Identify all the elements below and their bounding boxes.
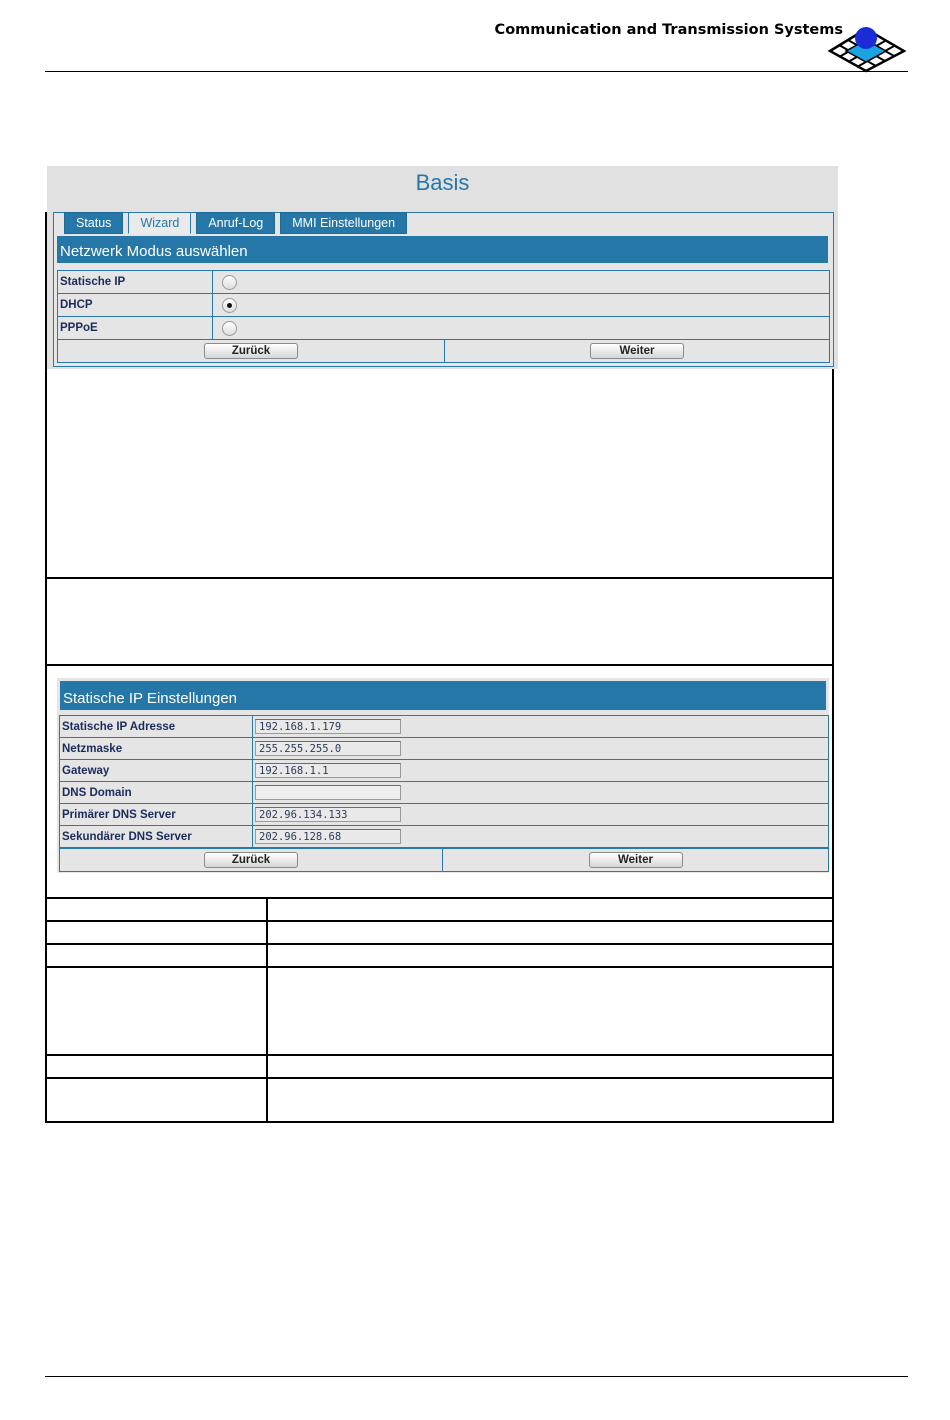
setting-label: Primärer DNS Server [60, 804, 253, 825]
setting-label: Sekundärer DNS Server [60, 826, 253, 847]
frame-divider [45, 897, 834, 899]
setting-row [59, 781, 829, 804]
next-button[interactable]: Weiter [590, 343, 684, 359]
section-header: Netzwerk Modus auswählen [57, 236, 828, 263]
frame-divider [45, 664, 834, 666]
company-logo-icon [826, 24, 906, 74]
frame-divider [45, 577, 834, 579]
setting-label: DNS Domain [60, 782, 253, 803]
document-header-title: Communication and Transmission Systems [494, 22, 843, 38]
primary-dns-input[interactable]: 202.96.134.133 [255, 807, 401, 822]
footer-divider [45, 1376, 908, 1377]
page-title: Basis [415, 170, 470, 195]
setting-row [59, 737, 829, 760]
setting-label: Netzmaske [60, 738, 253, 759]
tab-anruf-log[interactable]: Anruf-Log [196, 212, 275, 234]
pppoe-radio[interactable] [222, 321, 237, 336]
frame-divider [45, 920, 834, 922]
button-row [59, 848, 829, 872]
static-ip-address-input[interactable]: 192.168.1.179 [255, 719, 401, 734]
button-row [57, 339, 830, 363]
option-label: Statische IP [58, 271, 213, 293]
tab-panel [53, 212, 834, 367]
dns-domain-input[interactable] [255, 785, 401, 800]
header-divider [45, 71, 908, 72]
setting-row [59, 825, 829, 848]
static-ip-radio[interactable] [222, 275, 237, 290]
dhcp-radio[interactable] [222, 298, 237, 313]
next-button[interactable]: Weiter [589, 852, 683, 868]
tab-wizard[interactable]: Wizard [128, 212, 191, 234]
option-label: PPPoE [58, 317, 213, 339]
mode-option-row [57, 293, 830, 317]
frame-divider [45, 943, 834, 945]
back-button[interactable]: Zurück [204, 343, 298, 359]
frame-divider [45, 1054, 834, 1056]
netmask-input[interactable]: 255.255.255.0 [255, 741, 401, 756]
section-header: Statische IP Einstellungen [60, 681, 826, 710]
setting-row [59, 759, 829, 782]
gateway-input[interactable]: 192.168.1.1 [255, 763, 401, 778]
tab-mmi-einstellungen[interactable]: MMI Einstellungen [280, 212, 407, 234]
mode-option-row [57, 270, 830, 294]
tab-status[interactable]: Status [64, 212, 123, 234]
option-label: DHCP [58, 294, 213, 316]
setting-row [59, 803, 829, 826]
setting-label: Statische IP Adresse [60, 716, 253, 737]
back-button[interactable]: Zurück [204, 852, 298, 868]
wizard-screenshot [47, 166, 838, 369]
setting-row [59, 715, 829, 738]
static-ip-screenshot [57, 678, 829, 873]
mode-option-row [57, 316, 830, 340]
setting-label: Gateway [60, 760, 253, 781]
frame-bottom-border [45, 1121, 834, 1123]
secondary-dns-input[interactable]: 202.96.128.68 [255, 829, 401, 844]
frame-divider [45, 1077, 834, 1079]
frame-column-divider [266, 897, 268, 1123]
tab-bar [64, 212, 407, 232]
frame-divider [45, 966, 834, 968]
